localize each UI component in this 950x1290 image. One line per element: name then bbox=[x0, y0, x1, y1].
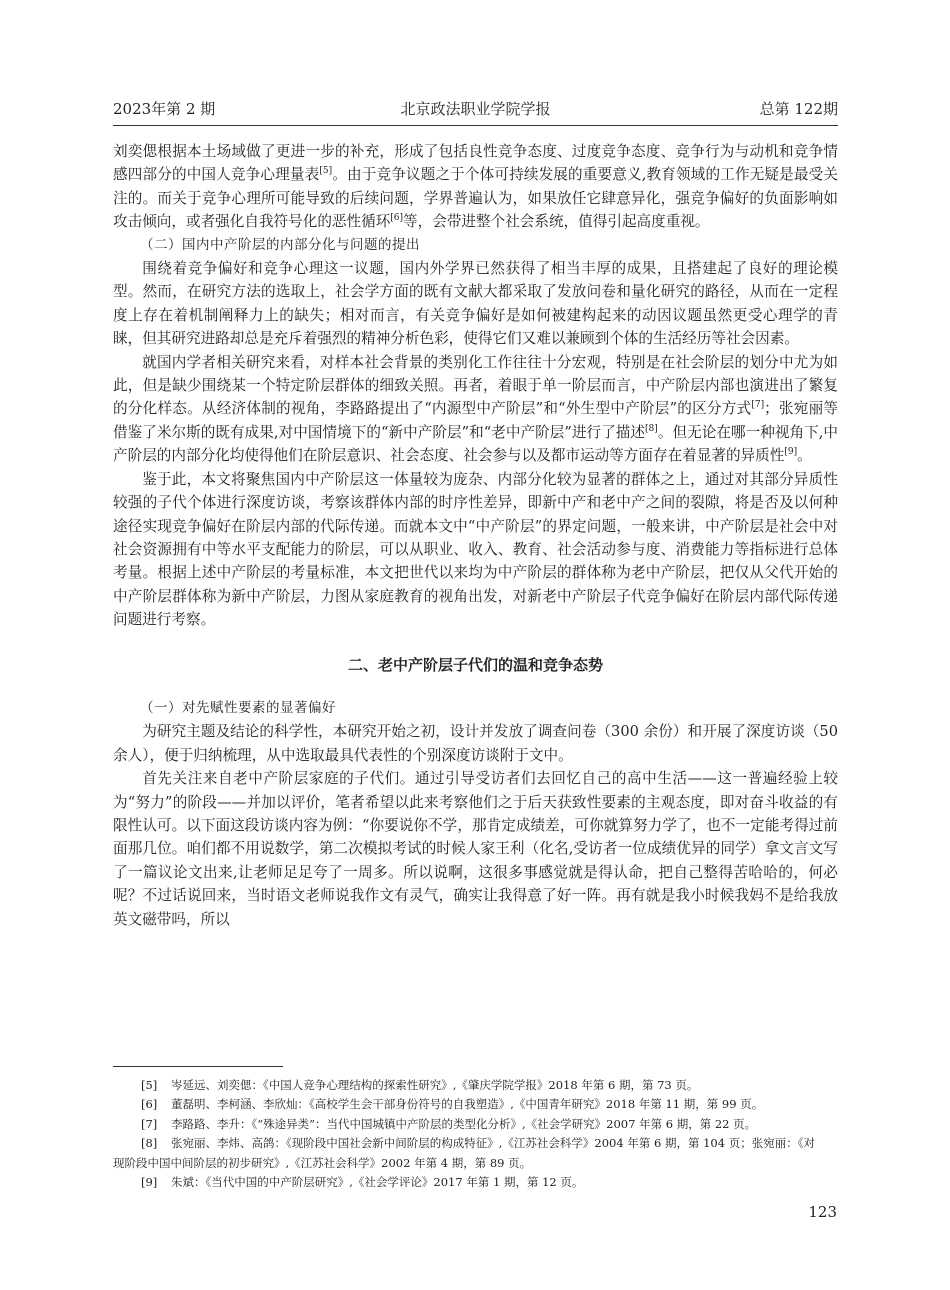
footnote bbox=[113, 1173, 838, 1192]
subsection-heading: （二）国内中产阶层的内部分化与问题的提出 bbox=[140, 236, 420, 253]
text-run: ；张宛丽等借鉴了米尔斯的既有成果,对中国情境下的“新中产阶层”和“老中产阶层”进行了描述 bbox=[113, 400, 838, 441]
article-body bbox=[113, 140, 838, 931]
paragraph-continued bbox=[113, 140, 838, 234]
text-run: 。由于竞争议题之于个体可持续发展的重要意义,教育领域的工作无疑是最受关注的。而关于竞争心理所可能导致的后续问题，学界普遍认为，如果放任它肆意异化，强竞争偏好的负面影响如攻击倾向，或者强化自我符号化的恶性循环 bbox=[113, 166, 838, 231]
footnote-text: 董磊明、李柯涵、李欣灿：《高校学生会干部身份符号的自我塑造》,《中国青年研究》2018 年第 11 期，第 99 页。 bbox=[171, 1097, 764, 1112]
paragraph: 首先关注来自老中产阶层家庭的子代们。通过引导受访者们去回忆自己的高中生活——这一普遍经验上较为“努力”的阶段——并加以评价，笔者希望以此来考察他们之于后天获致性要素的主观态度，即对奋斗收益的有限性认可。以下面这段访谈内容为例：“你要说你不学，那肯定成绩差，可你就算努力学了，也不一定能考得过前面那几位。咱们都不用说数学，第二次模拟考试的时候人家王利（化名,受访者一位成绩优异的同学）拿文言文写了一篇议论文出来,让老师足足夸了一周多。所以说啊，这很多事感觉就是得认命，把自己整得苦哈哈的，何必呢？不过话说回来，当时语文老师说我作文有灵气，确实让我得意了好一阵。再有就是我小时候我妈不是给我放英文磁带吗，所以 bbox=[113, 770, 838, 928]
paragraph bbox=[113, 351, 838, 468]
footnote-text: 张宛丽、李炜、高鸽：《现阶段中国社会新中间阶层的构成特征》,《江苏社会科学》2004 年第 6 期，第 104 页；张宛丽：《对 bbox=[171, 1136, 815, 1151]
paragraph: 为研究主题及结论的科学性，本研究开始之初，设计并发放了调查问卷（300 余份）和开展了深度访谈（50 余人），便于归纳梳理，从中选取最具代表性的个别深度访谈附于文中。 bbox=[113, 723, 838, 764]
text-run: 。 bbox=[797, 447, 812, 465]
footnote-text: 岑延远、刘奕偲：《中国人竞争心理结构的探索性研究》,《肇庆学院学报》2018 年第 6 期，第 73 页。 bbox=[171, 1078, 699, 1092]
subsection-heading: （一）对先赋性要素的显著偏好 bbox=[140, 699, 336, 716]
paragraph: 围绕着竞争偏好和竞争心理这一议题，国内外学界已然获得了相当丰厚的成果，且搭建起了良好的理论模型。然而，在研究方法的选取上，社会学方面的既有文献大都采取了发放问卷和量化研究的路径，从而在一定程度上存在着机制阐释力上的缺失；相对而言，有关竞争偏好是如何被建构起来的动因议题虽然更受心理学的青睐，但其研究进路却总是充斥着强烈的精神分析色彩，使得它们又难以兼顾到个体的生活经历等社会因素。 bbox=[113, 260, 838, 348]
section-heading: 二、老中产阶层子代们的温和竞争态势 bbox=[347, 655, 603, 674]
footnote-text: 朱斌：《当代中国的中产阶层研究》,《社会学评论》2017 年第 1 期，第 12 页。 bbox=[171, 1175, 584, 1190]
total-issue-label: 总第 122期 bbox=[759, 100, 838, 118]
footnote-number: [9] bbox=[141, 1175, 158, 1190]
footnote bbox=[113, 1134, 838, 1153]
footnote bbox=[113, 1095, 838, 1114]
text-run: 刘奕偲根据本土场域做了更进一步的补充，形成了包括良性竞争态度、过度竞争态度、竞争行为与动机和竞争情感四部分的中国人竞争心理量表 bbox=[113, 143, 838, 184]
footnotes bbox=[113, 1076, 838, 1192]
footnote bbox=[113, 1115, 838, 1134]
journal-title: 北京政法职业学院学报 bbox=[400, 100, 551, 118]
footnote-divider bbox=[113, 1066, 283, 1067]
footnote-continuation: 现阶段中国中间阶层的初步研究》,《江苏社会科学》2002 年第 4 期，第 89 页。 bbox=[113, 1155, 532, 1170]
citation-ref: [6] bbox=[390, 213, 404, 224]
header-divider bbox=[113, 125, 838, 126]
citation-ref: [7] bbox=[751, 400, 765, 411]
citation-ref: [5] bbox=[319, 166, 333, 177]
text-run: 就国内学者相关研究来看，对样本社会背景的类别化工作往往十分宏观，特别是在社会阶层的划分中尤为如此，但是缺少围绕某一个特定阶层群体的细致关照。再者，着眼于单一阶层而言，中产阶层内部也演进出了繁复的分化样态。从经济体制的视角，李路路提出了“内源型中产阶层”和“外生型中产阶层”的区分方式 bbox=[113, 353, 838, 418]
page-number: 123 bbox=[808, 1203, 837, 1221]
citation-ref: [8] bbox=[645, 424, 658, 435]
issue-label: 2023年第 2 期 bbox=[113, 100, 216, 118]
footnote-text: 李路路、李升：《“殊途异类”：当代中国城镇中产阶层的类型化分析》,《社会学研究》2007 年第 6 期，第 22 页。 bbox=[171, 1116, 757, 1131]
text-run: 等，会带进整个社会系统，值得引起高度重视。 bbox=[403, 213, 710, 231]
footnote-number: [7] bbox=[141, 1116, 158, 1131]
footnote-number: [8] bbox=[141, 1136, 158, 1151]
footnote bbox=[113, 1076, 838, 1095]
footnote-number: [6] bbox=[141, 1097, 158, 1112]
text-run: 。但无论在哪一种视角下,中产阶层的内部分化均使得他们在阶层意识、社会态度、社会参与以及都市运动等方面存在着显著的异质性 bbox=[113, 423, 838, 465]
paragraph: 鉴于此，本文将聚焦国内中产阶层这一体量较为庞杂、内部分化较为显著的群体之上，通过对其部分异质性较强的子代个体进行深度访谈，考察该群体内部的时序性差异，即新中产和老中产之间的裂隙，将是否及以何种途径实现竞争偏好在阶层内部的代际传递。而就本文中“中产阶层”的界定问题，一般来讲，中产阶层是社会中对社会资源拥有中等水平支配能力的阶层，可以从职业、收入、教育、社会活动参与度、消费能力等指标进行总体考量。根据上述中产阶层的考量标准，本文把世代以来均为中产阶层的群体称为老中产阶层，把仅从父代开始的中产阶层群体称为新中产阶层，力图从家庭教育的视角出发，对新老中产阶层子代竞争偏好在阶层内部代际传递问题进行考察。 bbox=[113, 470, 838, 629]
footnote-number: [5] bbox=[141, 1078, 158, 1092]
citation-ref: [9] bbox=[784, 447, 798, 458]
running-header bbox=[113, 98, 838, 122]
